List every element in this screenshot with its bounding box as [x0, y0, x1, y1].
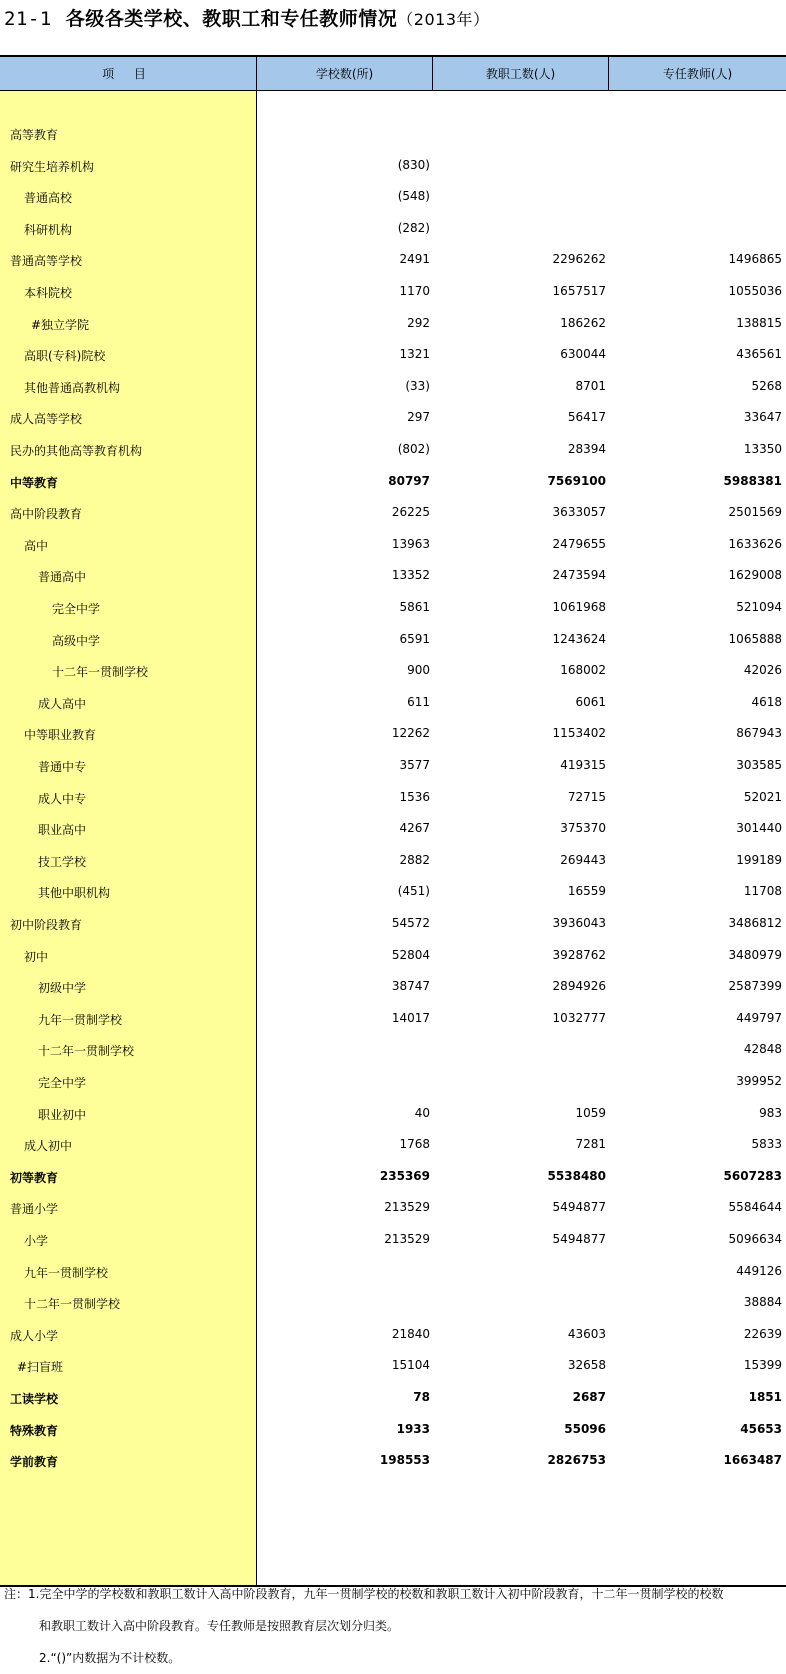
table-row — [0, 1319, 786, 1351]
teachers-cell: 5833 — [751, 1137, 782, 1152]
row-label: 小学 — [24, 1234, 49, 1248]
staff-cell: 28394 — [567, 442, 606, 456]
footnote-2: 2.“()”内数据为不计校数。 — [39, 1651, 181, 1665]
schools-cell: 900 — [407, 663, 430, 678]
schools-cell: 2882 — [399, 852, 430, 867]
teachers-cell: 5584644 — [728, 1200, 782, 1215]
table-row — [0, 813, 786, 845]
row-label: 初中阶段教育 — [10, 918, 83, 932]
row-label: 普通中专 — [38, 760, 87, 774]
teachers-cell: 301440 — [736, 821, 782, 836]
table-row — [0, 308, 786, 340]
schools-cell: 12262 — [391, 726, 430, 741]
title-year: （2013年） — [397, 10, 490, 29]
staff-cell: 2826753 — [547, 1453, 606, 1468]
teachers-cell: 521094 — [736, 600, 782, 614]
teachers-cell: 38884 — [743, 1295, 782, 1310]
row-label: 完全中学 — [38, 1076, 87, 1090]
schools-cell: 213529 — [384, 1232, 430, 1246]
row-label: 十二年一贯制学校 — [38, 1044, 135, 1059]
staff-cell: 5494877 — [552, 1232, 606, 1246]
header-teachers: 专任教师(人) — [662, 67, 733, 81]
schools-cell: 5861 — [399, 600, 430, 614]
row-label: 技工学校 — [38, 854, 87, 869]
staff-cell: 55096 — [564, 1421, 606, 1436]
row-label: 特殊教育 — [10, 1423, 59, 1438]
row-label: 九年一贯制学校 — [24, 1265, 109, 1280]
table-row — [0, 845, 786, 877]
row-label: 工读学校 — [10, 1392, 59, 1406]
teachers-cell: 15399 — [743, 1358, 782, 1373]
teachers-cell: 33647 — [743, 410, 782, 425]
teachers-cell: 1496865 — [728, 252, 782, 267]
schools-cell: 54572 — [391, 916, 430, 930]
row-label: 十二年一贯制学校 — [24, 1297, 121, 1312]
teachers-cell: 436561 — [736, 347, 782, 362]
teachers-cell: 867943 — [736, 726, 782, 741]
table-row — [0, 276, 786, 308]
schools-cell: 1321 — [399, 347, 430, 362]
schools-cell: 1170 — [399, 284, 430, 298]
row-label: 九年一贯制学校 — [38, 1012, 123, 1027]
schools-cell: 3577 — [399, 758, 430, 772]
staff-cell: 375370 — [560, 821, 606, 836]
schools-cell: 38747 — [391, 979, 430, 994]
staff-cell: 7569100 — [547, 473, 606, 488]
row-label: 普通小学 — [10, 1202, 59, 1217]
staff-cell: 56417 — [567, 410, 606, 425]
staff-cell: 5538480 — [547, 1168, 606, 1183]
staff-cell: 32658 — [567, 1358, 606, 1373]
table-row — [0, 1414, 786, 1446]
schools-cell: 80797 — [388, 473, 430, 488]
teachers-cell: 22639 — [743, 1326, 782, 1341]
table-row — [0, 624, 786, 656]
row-label: 初中 — [24, 949, 49, 964]
staff-cell: 2687 — [572, 1390, 606, 1404]
schools-cell: 52804 — [391, 947, 430, 962]
header-staff: 教职工数(人) — [433, 57, 609, 91]
schools-cell: 4267 — [399, 821, 430, 836]
schools-cell: 198553 — [379, 1453, 430, 1468]
schools-cell: 2491 — [399, 252, 430, 267]
teachers-cell: 52021 — [743, 789, 782, 804]
table-row — [0, 750, 786, 782]
footnote-1-cont: 和教职工数计入高中阶段教育。专任教师是按照教育层次划分归类。 — [39, 1619, 400, 1633]
row-label: 完全中学 — [52, 602, 101, 616]
row-label: 中等教育 — [10, 475, 59, 490]
row-label: 职业初中 — [38, 1107, 87, 1122]
schools-cell: 21840 — [391, 1326, 430, 1341]
staff-cell: 2479655 — [552, 536, 606, 551]
teachers-cell: 1629008 — [728, 568, 782, 583]
teachers-cell: 2587399 — [728, 979, 782, 994]
teachers-cell: 138815 — [736, 315, 782, 330]
row-label: 成人初中 — [24, 1139, 73, 1154]
staff-cell: 5494877 — [552, 1200, 606, 1215]
schools-cell: (33) — [405, 378, 430, 393]
teachers-cell: 42026 — [743, 663, 782, 678]
schools-cell: 297 — [407, 410, 430, 425]
staff-cell: 3633057 — [552, 505, 606, 520]
table-title — [4, 4, 490, 31]
schools-cell: 1536 — [399, 789, 430, 804]
staff-cell: 1061968 — [552, 600, 606, 614]
teachers-cell: 1633626 — [728, 536, 782, 551]
teachers-cell: 2501569 — [728, 505, 782, 520]
teachers-cell: 5268 — [751, 378, 782, 393]
teachers-cell: 3486812 — [728, 916, 782, 930]
schools-cell: (802) — [397, 442, 430, 456]
schools-cell: (548) — [397, 189, 430, 204]
table-row — [0, 1256, 786, 1288]
staff-cell: 2894926 — [552, 979, 606, 994]
staff-cell: 3936043 — [552, 916, 606, 930]
teachers-cell: 4618 — [751, 694, 782, 709]
staff-cell: 1059 — [575, 1105, 606, 1120]
staff-cell: 2296262 — [552, 252, 606, 267]
staff-cell: 43603 — [567, 1326, 606, 1341]
table-row — [0, 1224, 786, 1256]
row-label: 科研机构 — [24, 222, 73, 237]
staff-cell: 8701 — [575, 378, 606, 393]
row-label: 高中 — [24, 538, 49, 553]
table-row — [0, 1382, 786, 1414]
staff-cell: 269443 — [560, 852, 606, 867]
table-row — [0, 876, 786, 908]
table-row — [0, 466, 786, 498]
teachers-cell: 5607283 — [723, 1168, 782, 1183]
teachers-cell: 42848 — [743, 1042, 782, 1057]
table-row — [0, 339, 786, 371]
staff-cell: 630044 — [560, 347, 606, 362]
table-row — [0, 371, 786, 403]
row-label: 成人高等学校 — [10, 412, 83, 427]
row-label: 中等职业教育 — [24, 728, 97, 743]
table-row — [0, 1066, 786, 1098]
schools-cell: 292 — [407, 315, 430, 330]
teachers-cell: 13350 — [743, 442, 782, 456]
teachers-cell: 449797 — [736, 1010, 782, 1025]
row-label: 初等教育 — [10, 1170, 59, 1185]
table-number: 21-1 — [4, 8, 52, 30]
row-label: 初级中学 — [38, 981, 87, 996]
row-label: 高级中学 — [52, 633, 101, 648]
staff-cell: 1243624 — [552, 631, 606, 646]
staff-cell: 1153402 — [552, 726, 606, 741]
row-label: 普通高等学校 — [10, 254, 83, 269]
teachers-cell: 5096634 — [728, 1232, 782, 1246]
row-label: 高职(专科)院校 — [24, 349, 106, 364]
row-label: #扫盲班 — [17, 1360, 64, 1375]
teachers-cell: 399952 — [736, 1074, 782, 1088]
table-row — [0, 560, 786, 592]
row-label: 高中阶段教育 — [10, 507, 83, 522]
schools-cell: 14017 — [391, 1010, 430, 1025]
row-label: #独立学院 — [31, 317, 90, 332]
schools-cell: 1933 — [396, 1421, 430, 1436]
schools-cell: 611 — [407, 694, 430, 709]
staff-cell: 7281 — [575, 1137, 606, 1152]
staff-cell: 1032777 — [552, 1010, 606, 1025]
table-row — [0, 434, 786, 466]
table-row — [0, 244, 786, 276]
staff-cell: 16559 — [567, 884, 606, 899]
schools-cell: 6591 — [399, 631, 430, 646]
row-label: 学前教育 — [10, 1455, 59, 1470]
table-row — [0, 1445, 786, 1477]
table-row — [0, 908, 786, 940]
teachers-cell: 303585 — [736, 758, 782, 772]
row-label: 普通高校 — [24, 191, 73, 206]
row-label: 其他中职机构 — [38, 886, 111, 901]
schools-cell: 78 — [413, 1390, 430, 1404]
table-row — [0, 150, 786, 182]
table-row — [0, 592, 786, 624]
schools-cell: 213529 — [384, 1200, 430, 1215]
table-row — [0, 971, 786, 1003]
schools-cell: 235369 — [379, 1168, 430, 1183]
header-item: 项 目 — [0, 57, 257, 91]
schools-cell: (282) — [397, 220, 430, 235]
table-row — [0, 118, 786, 150]
row-label: 十二年一贯制学校 — [52, 665, 149, 680]
schools-cell: 15104 — [391, 1358, 430, 1373]
schools-cell: 1768 — [399, 1137, 430, 1152]
teachers-cell: 983 — [759, 1105, 782, 1120]
table-header — [0, 55, 786, 91]
table-row — [0, 1098, 786, 1130]
table-row — [0, 1161, 786, 1193]
row-label: 职业高中 — [38, 823, 87, 838]
header-schools: 学校数(所) — [257, 57, 433, 91]
staff-cell: 168002 — [560, 663, 606, 678]
teachers-cell: 1663487 — [723, 1453, 782, 1468]
staff-cell: 2473594 — [552, 568, 606, 583]
row-label: 民办的其他高等教育机构 — [10, 444, 143, 458]
table-row — [0, 1034, 786, 1066]
teachers-cell: 11708 — [743, 884, 782, 899]
schools-cell: 40 — [414, 1105, 430, 1120]
teachers-cell: 45653 — [740, 1421, 782, 1436]
row-label: 本科院校 — [24, 286, 73, 300]
teachers-cell: 1851 — [748, 1390, 782, 1404]
schools-cell: 13963 — [391, 536, 430, 551]
staff-cell: 3928762 — [552, 947, 606, 962]
row-label: 成人中专 — [38, 791, 87, 806]
staff-cell: 1657517 — [552, 284, 606, 298]
table-row — [0, 529, 786, 561]
table-row — [0, 1350, 786, 1382]
table-row — [0, 1192, 786, 1224]
footnote-1: 注：1.完全中学的学校数和教职工数计入高中阶段教育，九年一贯制学校的校数和教职工数计入初中阶段教育，十二年一贯制学校的校数 — [4, 1587, 724, 1601]
teachers-cell: 199189 — [736, 852, 782, 867]
staff-cell: 419315 — [560, 758, 606, 772]
teachers-cell: 3480979 — [728, 947, 782, 962]
teachers-cell: 449126 — [736, 1263, 782, 1278]
row-label: 高等教育 — [10, 128, 59, 142]
staff-cell: 6061 — [575, 694, 606, 709]
staff-cell: 72715 — [567, 789, 606, 804]
schools-cell: (830) — [397, 157, 430, 172]
row-label: 成人小学 — [10, 1328, 59, 1343]
row-label: 研究生培养机构 — [10, 159, 95, 174]
table-row — [0, 782, 786, 814]
table-row — [0, 1287, 786, 1319]
row-label: 其他普通高教机构 — [24, 380, 121, 395]
table-row — [0, 213, 786, 245]
table-row — [0, 718, 786, 750]
row-label: 普通高中 — [38, 570, 87, 585]
schools-cell: (451) — [397, 884, 430, 899]
table-row — [0, 687, 786, 719]
table-row — [0, 402, 786, 434]
title-text: 各级各类学校、教职工和专任教师情况 — [65, 8, 398, 30]
table-row — [0, 1003, 786, 1035]
schools-cell: 26225 — [391, 505, 430, 520]
schools-cell: 13352 — [391, 568, 430, 583]
row-label: 成人高中 — [38, 696, 87, 711]
table-row — [0, 181, 786, 213]
table-row — [0, 1129, 786, 1161]
teachers-cell: 1065888 — [728, 631, 782, 646]
teachers-cell: 5988381 — [723, 473, 782, 488]
teachers-cell: 1055036 — [728, 284, 782, 298]
table-row — [0, 940, 786, 972]
table-row — [0, 655, 786, 687]
table-row — [0, 497, 786, 529]
staff-cell: 186262 — [560, 315, 606, 330]
